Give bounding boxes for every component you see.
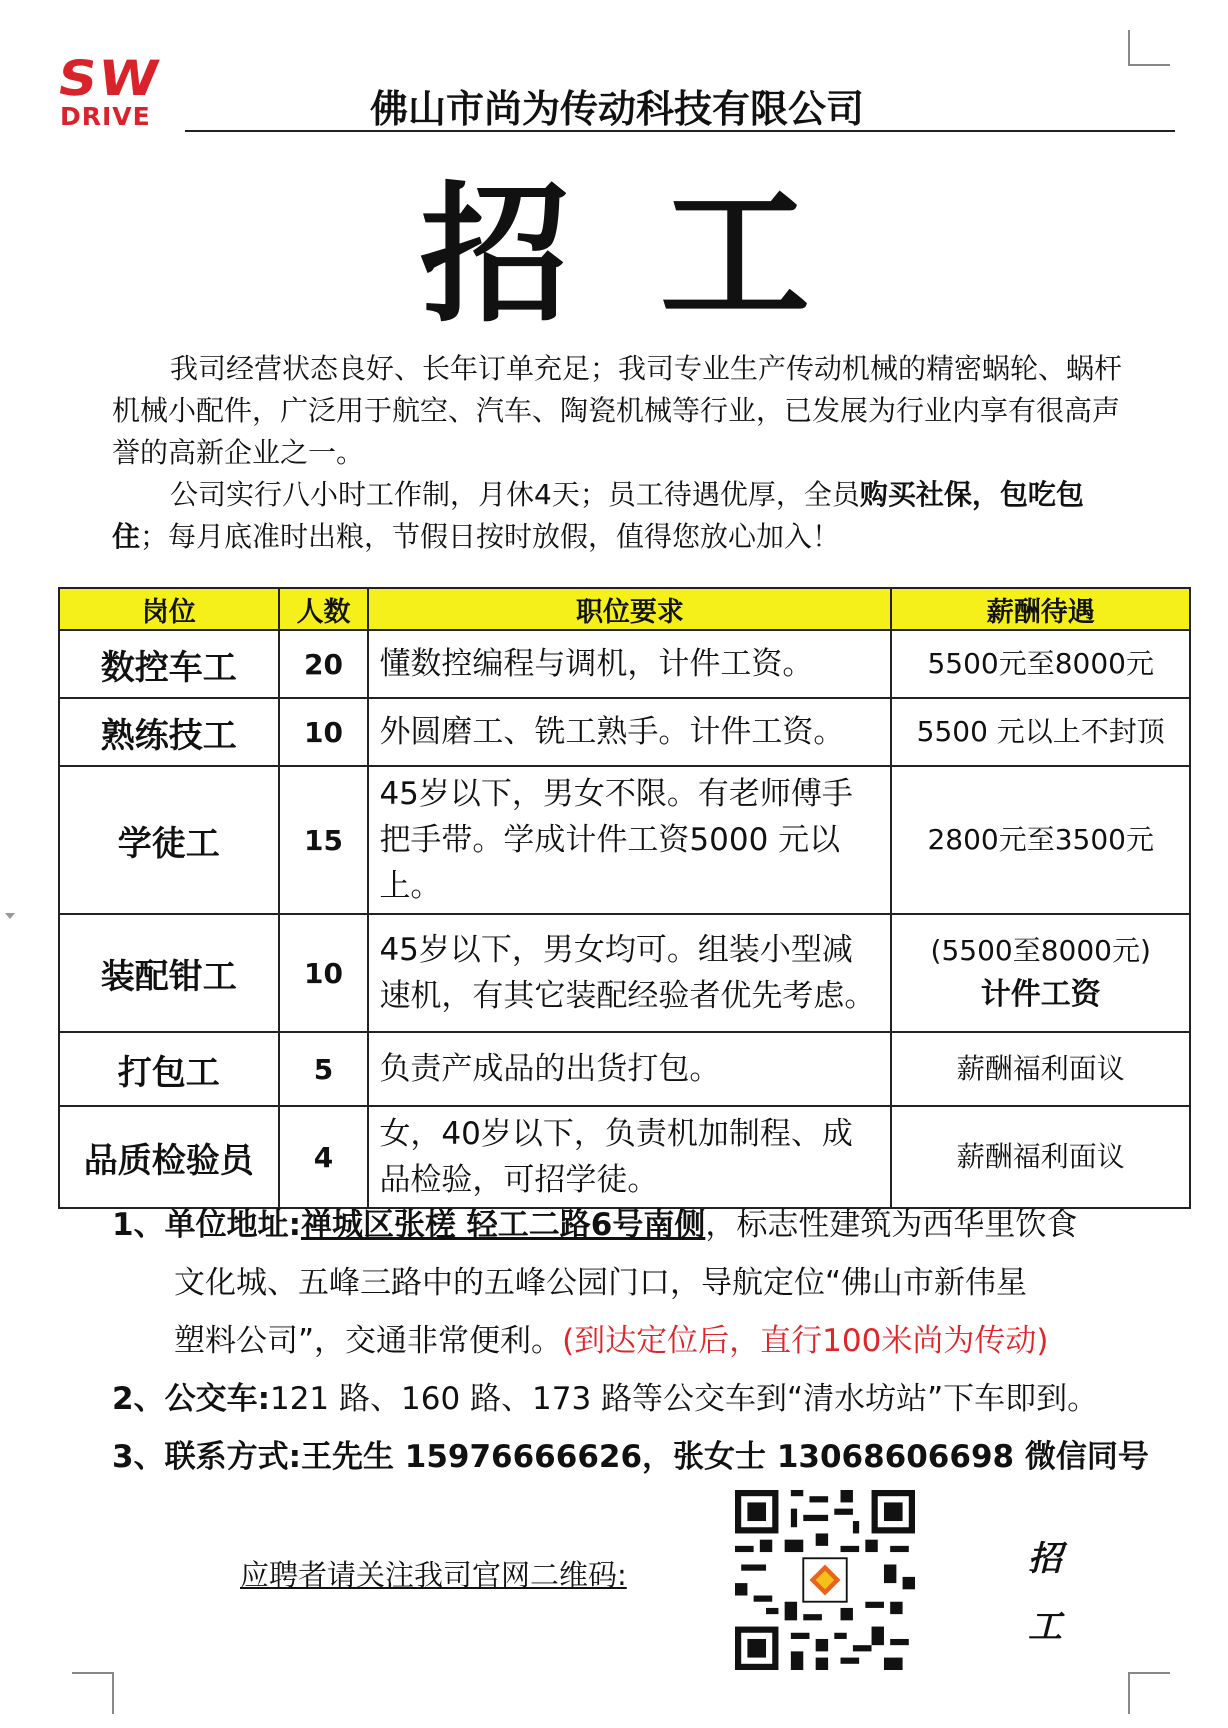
logo-drive-text: DRIVE [60, 102, 151, 131]
intro-p2-bold: 购买社保，包吃包住 [112, 478, 1084, 553]
table-row [59, 766, 1190, 914]
row-position: 打包工 [59, 1032, 279, 1106]
row-count: 4 [279, 1106, 369, 1208]
row-count: 15 [279, 766, 369, 914]
row-salary-range: (5500至8000元) [930, 934, 1151, 967]
row-requirement: 外圆磨工、铣工熟手。计件工资。 [368, 698, 891, 766]
row-salary: 5500 元以上不封顶 [891, 698, 1190, 766]
header-position: 岗位 [59, 588, 279, 630]
note-address-label: 1、单位地址: [112, 1207, 301, 1243]
note-address-c: 塑料公司”，交通非常便利。 [174, 1323, 563, 1359]
note-address [112, 1196, 1212, 1254]
note-address-a: ，标志性建筑为西华里饮食 [705, 1207, 1078, 1243]
row-count: 10 [279, 914, 369, 1032]
notes-section [112, 1196, 1212, 1486]
intro-paragraph-1: 我司经营状态良好、长年订单充足；我司专业生产传动机械的精密蜗轮、蜗杆机械小配件，广泛用于航空、汽车、陶瓷机械等行业，已发展为行业内享有很高声誉的高新企业之一。 [112, 352, 1123, 469]
row-requirement: 45岁以下，男女不限。有老师傅手把手带。学成计件工资5000 元以上。 [368, 766, 891, 914]
intro-p2-a: 公司实行八小时工作制，月休4天；员工待遇优厚，全员 [170, 478, 860, 511]
stamp-text [1028, 1525, 1078, 1661]
header-salary: 薪酬待遇 [891, 588, 1190, 630]
note-contact-label: 3、联系方式: [112, 1439, 301, 1475]
company-name: 佛山市尚为传动科技有限公司 [370, 87, 865, 131]
jobs-table [58, 587, 1191, 1209]
crop-mark-top-right [1128, 30, 1170, 66]
row-salary-note: 计件工资 [980, 977, 1101, 1012]
note-address-line-3 [112, 1312, 1212, 1370]
note-contact-text: 王先生 15976666626，张女士 13068606698 微信同号 [300, 1439, 1149, 1475]
row-count: 5 [279, 1032, 369, 1106]
row-requirement: 懂数控编程与调机，计件工资。 [368, 630, 891, 698]
row-requirement: 女，40岁以下，负责机加制程、成品检验，可招学徒。 [368, 1106, 891, 1208]
note-bus-label: 2、公交车: [112, 1381, 270, 1417]
row-salary: 5500元至8000元 [891, 630, 1190, 698]
table-row [59, 1032, 1190, 1106]
row-requirement: 负责产成品的出货打包。 [368, 1032, 891, 1106]
row-count: 20 [279, 630, 369, 698]
row-position: 数控车工 [59, 630, 279, 698]
row-salary: 薪酬福利面议 [891, 1106, 1190, 1208]
row-position: 学徒工 [59, 766, 279, 914]
row-salary: 薪酬福利面议 [891, 1032, 1190, 1106]
note-bus [112, 1370, 1212, 1428]
intro-text [112, 348, 1132, 558]
note-address-line-2: 文化城、五峰三路中的五峰公园门口，导航定位“佛山市新伟星 [174, 1265, 1028, 1301]
row-salary [891, 914, 1190, 1032]
note-address-value: 禅城区张槎 轻工二路6号南侧 [300, 1207, 706, 1243]
intro-paragraph-2 [112, 474, 1132, 558]
row-position: 装配钳工 [59, 914, 279, 1032]
table-row [59, 1106, 1190, 1208]
table-header-row [59, 588, 1190, 630]
company-logo [53, 50, 183, 132]
header-requirement: 职位要求 [368, 588, 891, 630]
qr-code-icon[interactable] [735, 1490, 915, 1670]
side-marker-icon [5, 913, 15, 919]
table-row [59, 698, 1190, 766]
row-position: 熟练技工 [59, 698, 279, 766]
note-contact [112, 1428, 1212, 1486]
stamp-char-1: 招 [1028, 1539, 1062, 1579]
header-divider [185, 130, 1175, 132]
row-count: 10 [279, 698, 369, 766]
row-salary: 2800元至3500元 [891, 766, 1190, 914]
row-position: 品质检验员 [59, 1106, 279, 1208]
stamp-char-2: 工 [1028, 1607, 1062, 1647]
table-row [59, 914, 1190, 1032]
logo-sw-text: SW [53, 50, 165, 107]
note-bus-text: 121 路、160 路、173 路等公交车到“清水坊站”下车即到。 [269, 1381, 1099, 1417]
qr-label: 应聘者请关注我司官网二维码: [240, 1558, 627, 1592]
note-address-red: (到达定位后，直行100米尚为传动) [562, 1323, 1049, 1359]
header-count: 人数 [279, 588, 369, 630]
page-title: 招工 [420, 167, 901, 343]
row-requirement: 45岁以下，男女均可。组装小型减速机，有其它装配经验者优先考虑。 [368, 914, 891, 1032]
table-row [59, 630, 1190, 698]
intro-p2-c: ；每月底准时出粮，节假日按时放假，值得您放心加入！ [140, 520, 841, 553]
crop-mark-bottom-left [72, 1672, 114, 1714]
crop-mark-bottom-right [1128, 1672, 1170, 1714]
